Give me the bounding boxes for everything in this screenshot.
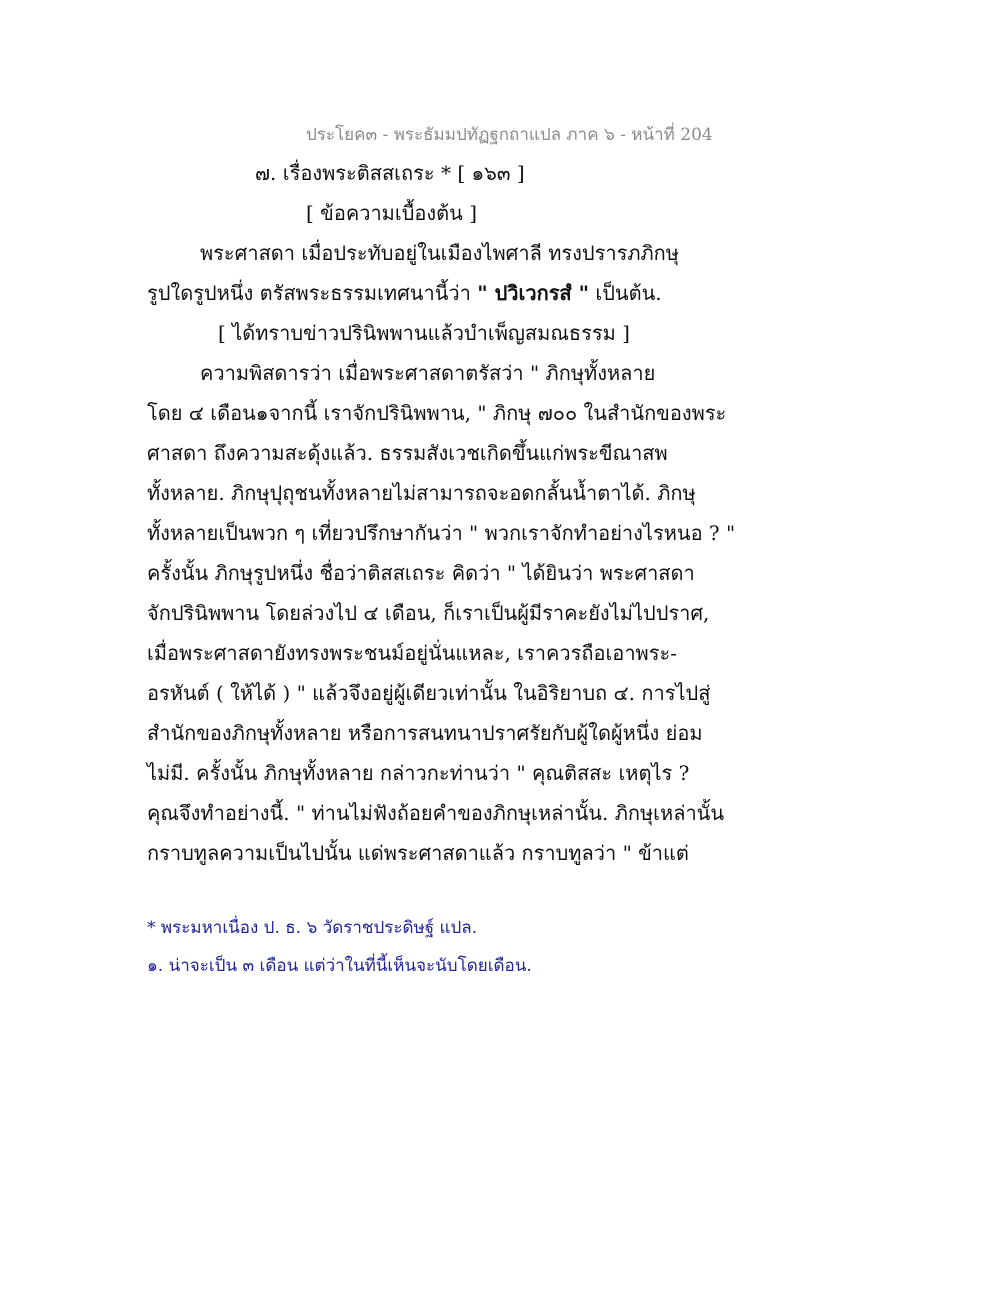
paragraph-line: ทั้งหลายเป็นพวก ๆ เที่ยวปรึกษากันว่า " พวกเราจักทำอย่างไรหนอ ? " <box>147 521 736 545</box>
paragraph-line: กราบทูลความเป็นไปนั้น แด่พระศาสดาแล้ว กราบทูลว่า " ข้าแต่ <box>147 841 689 865</box>
paragraph-line: ครั้งนั้น ภิกษุรูปหนึ่ง ชื่อว่าติสสเถระ คิดว่า " ได้ยินว่า พระศาสดา <box>147 561 695 585</box>
running-header: ประโยค๓ - พระธัมมปทัฏฐกถาแปล ภาค ๖ - หน้าที่ 204 <box>306 125 713 145</box>
body-line-2-pre: รูปใดรูปหนึ่ง ตรัสพระธรรมเทศนานี้ว่า <box>147 281 478 305</box>
paragraph-line: ความพิสดารว่า เมื่อพระศาสดาตรัสว่า " ภิกษุทั้งหลาย <box>200 361 656 385</box>
footnote-1: ๑. น่าจะเป็น ๓ เดือน แต่ว่าในที่นี้เห็นจะนับโดยเดือน. <box>147 956 532 976</box>
opening-heading: [ ข้อความเบื้องต้น ] <box>306 201 477 225</box>
paragraph-line: คุณจึงทำอย่างนี้. " ท่านไม่ฟังถ้อยคำของภิกษุเหล่านั้น. ภิกษุเหล่านั้น <box>147 801 725 825</box>
paragraph-line: ศาสดา ถึงความสะดุ้งแล้ว. ธรรมสังเวชเกิดขึ้นแก่พระขีณาสพ <box>147 441 668 465</box>
pali-term: " ปวิเวกรสํ " <box>477 281 590 305</box>
section-heading: [ ได้ทราบข่าวปรินิพพานแล้วบำเพ็ญสมณธรรม ] <box>218 321 630 345</box>
paragraph-line: ทั้งหลาย. ภิกษุปุถุชนทั้งหลายไม่สามารถจะอดกลั้นน้ำตาได้. ภิกษุ <box>147 481 696 505</box>
body-line-2-post: เป็นต้น. <box>589 281 662 305</box>
paragraph-line: ไม่มี. ครั้งนั้น ภิกษุทั้งหลาย กล่าวกะท่านว่า " คุณติสสะ เหตุไร ? <box>147 761 690 785</box>
paragraph-line: จักปรินิพพาน โดยล่วงไป ๔ เดือน, ก็เราเป็นผู้มีราคะยังไม่ไปปราศ, <box>147 601 710 625</box>
story-title: ๗. เรื่องพระติสสเถระ * [ ๑๖๓ ] <box>255 161 525 185</box>
body-line-1: พระศาสดา เมื่อประทับอยู่ในเมืองไพศาลี ทรงปรารภภิกษุ <box>200 241 679 265</box>
body-line-2 <box>147 279 662 307</box>
paragraph-line: อรหันต์ ( ให้ได้ ) " แล้วจึงอยู่ผู้เดียวเท่านั้น ในอิริยาบถ ๔. การไปสู่ <box>147 681 711 705</box>
paragraph-line: เมื่อพระศาสดายังทรงพระชนม์อยู่นั่นแหละ, เราควรถือเอาพระ- <box>147 641 677 665</box>
paragraph-line: สำนักของภิกษุทั้งหลาย หรือการสนทนาปราศรัยกับผู้ใดผู้หนึ่ง ย่อม <box>147 721 703 745</box>
paragraph-line: โดย ๔ เดือน๑จากนี้ เราจักปรินิพพาน, " ภิกษุ ๗๐๐ ในสำนักของพระ <box>147 401 727 425</box>
footnote-translator: * พระมหาเนื่อง ป. ธ. ๖ วัดราชประดิษฐ์ แปล. <box>147 918 478 938</box>
